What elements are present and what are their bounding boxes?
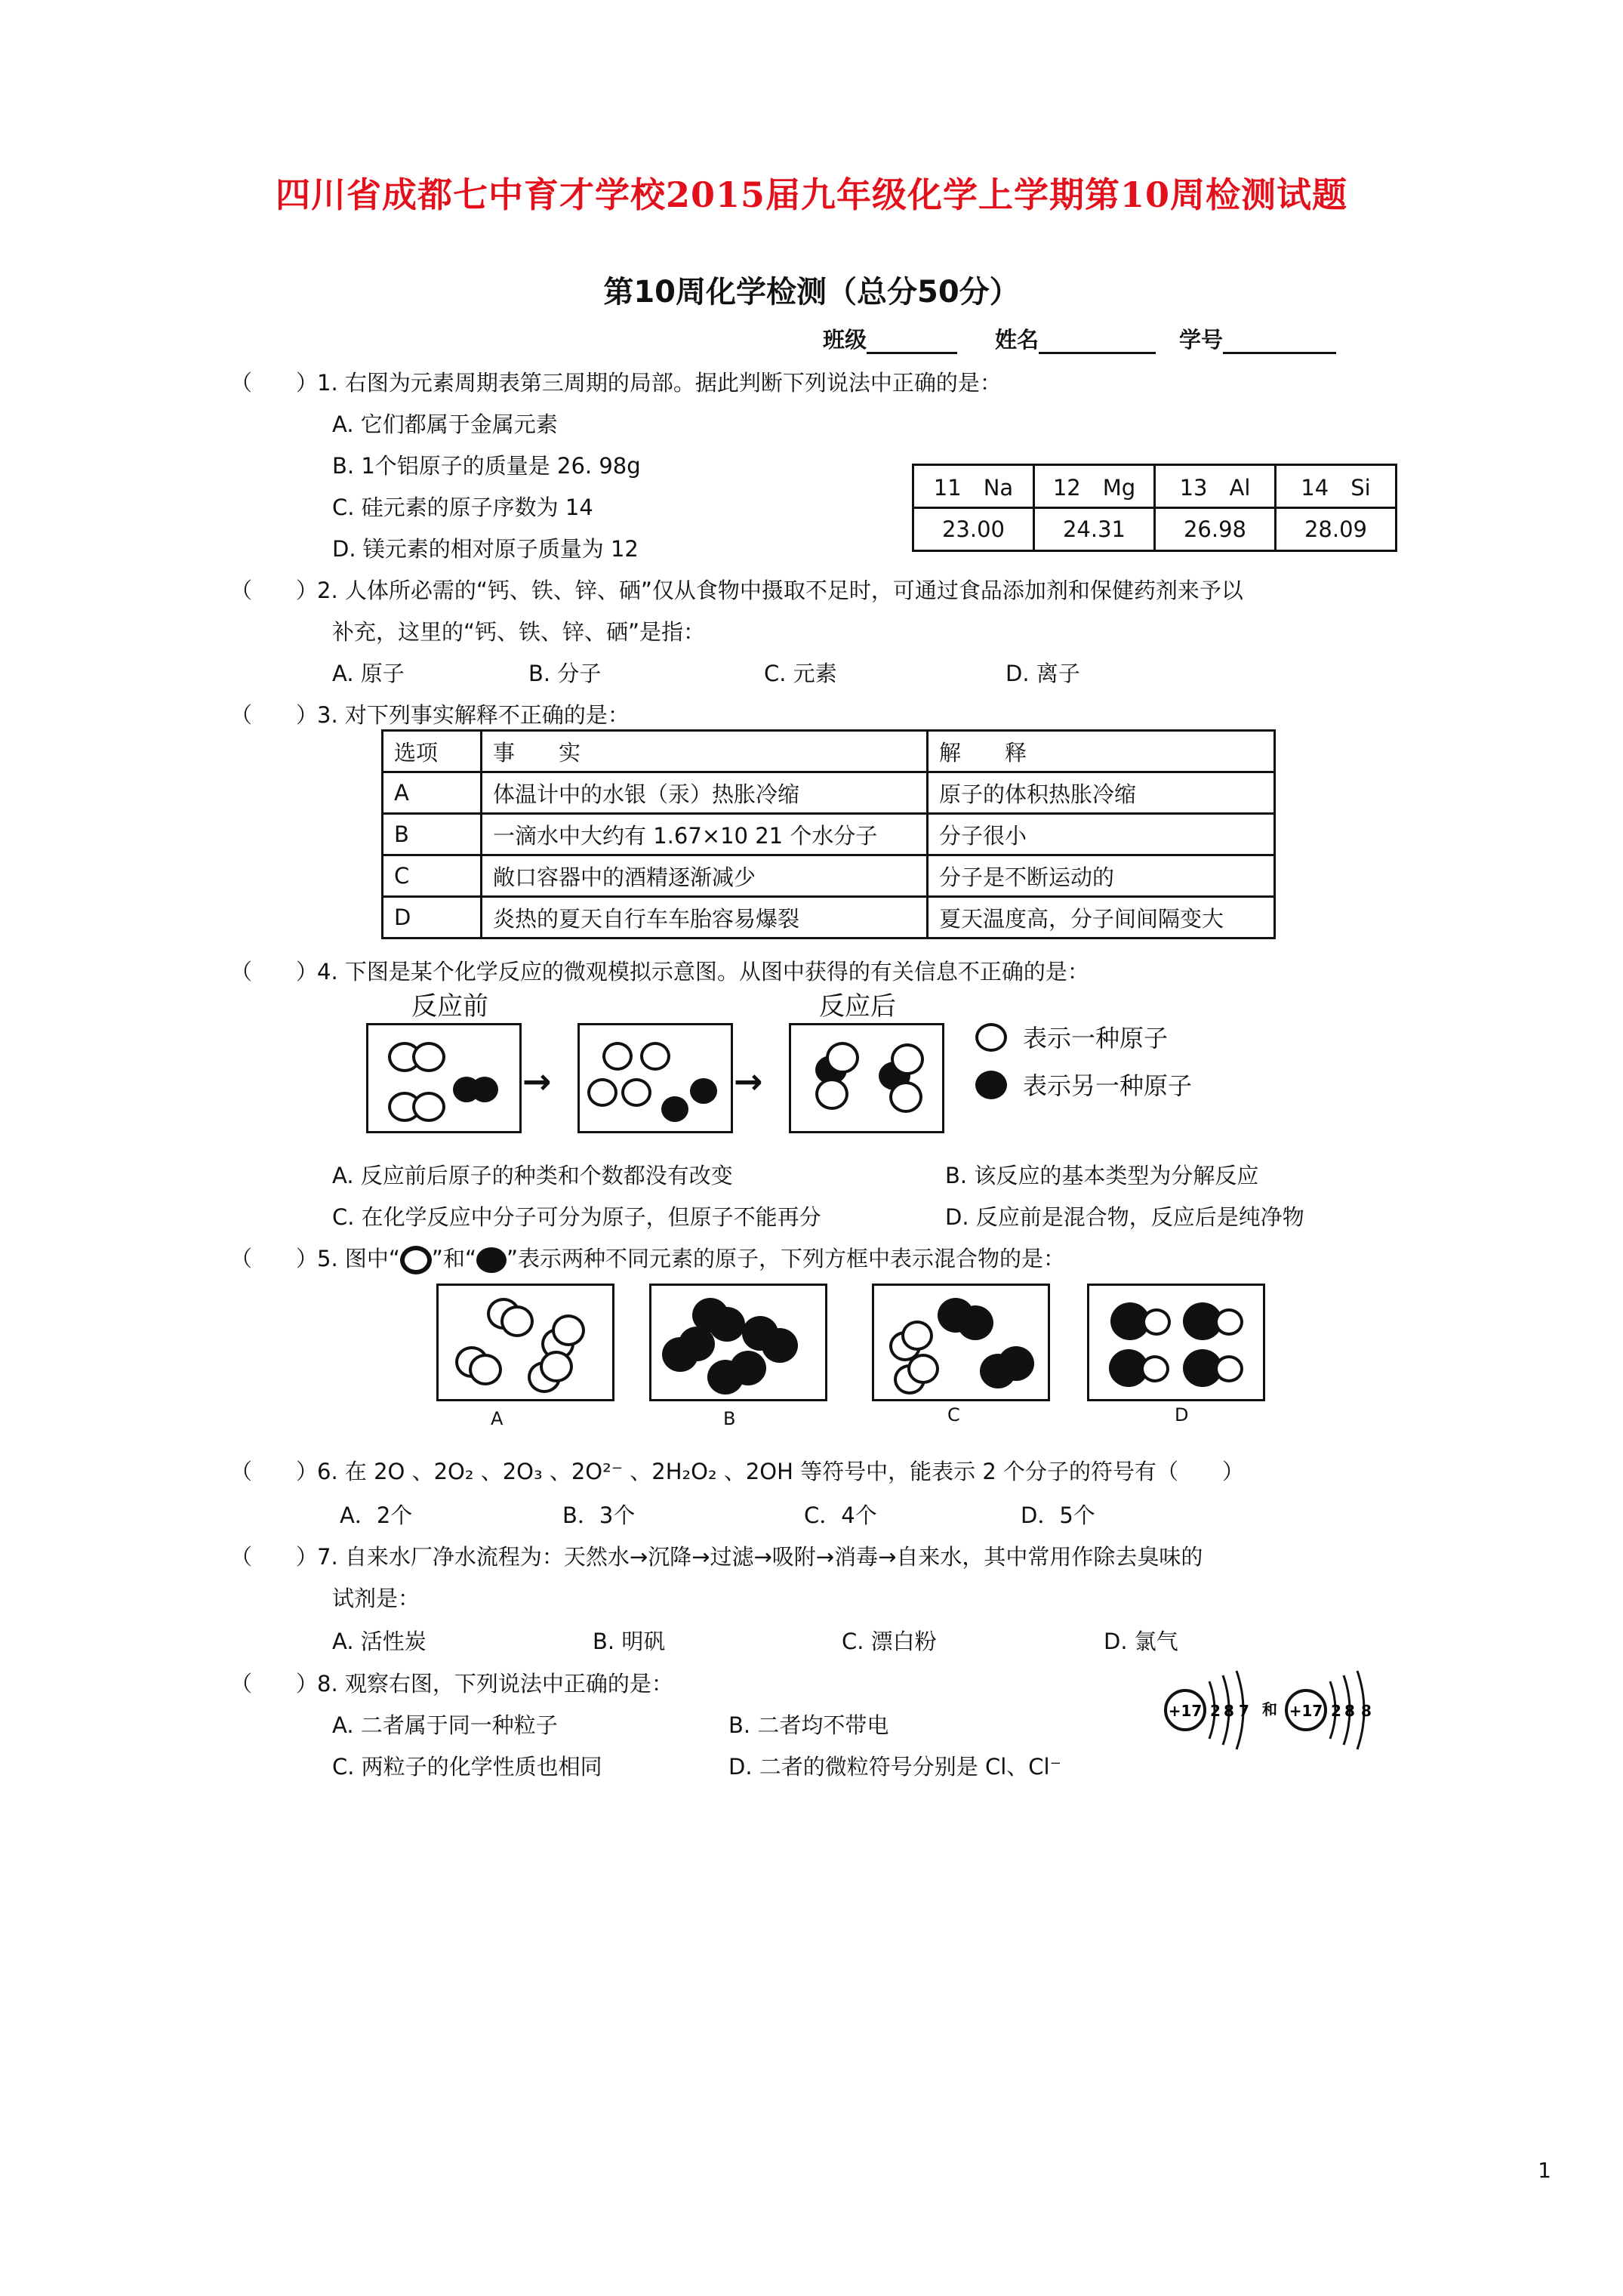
and-label: 和 — [1262, 1700, 1277, 1718]
element-cell-al: 13 Al — [1155, 465, 1276, 508]
before-label: 反应前 — [411, 991, 488, 1022]
exam-subtitle: 第10周化学检测（总分50分） — [603, 275, 1020, 310]
q6-stem: 6. 在 2O 、2O₂ 、2O₃ 、2O²⁻ 、2H₂O₂ 、2OH 等符号中，能表示 2 个分子的符号有（ ） — [317, 1459, 1245, 1484]
periodic-table-fragment — [912, 464, 1397, 552]
arrow-icon: → — [734, 1061, 763, 1102]
class-label: 班级 — [823, 327, 867, 353]
svg-text:8: 8 — [1361, 1702, 1372, 1720]
element-cell-si: 14 Si — [1276, 465, 1397, 508]
q4-option-a: A. 反应前后原子的种类和个数都没有改变 — [332, 1163, 733, 1188]
mass-cell-mg: 24.31 — [1034, 508, 1155, 551]
answer-blank-8[interactable]: （ ） — [230, 1671, 319, 1697]
page-number: 1 — [1538, 2158, 1551, 2183]
facts-table-row: A 体温计中的水银（汞）热胀冷缩 原子的体积热胀冷缩 — [383, 772, 1275, 814]
answer-blank-2[interactable]: （ ） — [230, 578, 319, 603]
q8-option-d: D. 二者的微粒符号分别是 Cl、Cl⁻ — [728, 1754, 1061, 1780]
svg-text:7: 7 — [1239, 1702, 1249, 1720]
element-cell-mg: 12 Mg — [1034, 465, 1155, 508]
box-label-b: B — [723, 1408, 736, 1429]
svg-text:8: 8 — [1224, 1702, 1234, 1720]
facts-table-row: C 敞口容器中的酒精逐渐减少 分子是不断运动的 — [383, 855, 1275, 897]
q6-option-d: D．5个 — [1021, 1502, 1095, 1528]
q8-option-b: B. 二者均不带电 — [728, 1712, 889, 1738]
white-atom-icon — [975, 1023, 1007, 1052]
element-cell-na: 11 Na — [913, 465, 1034, 508]
answer-blank-7[interactable]: （ ） — [230, 1544, 319, 1570]
q3-stem: 3. 对下列事实解释不正确的是： — [317, 702, 630, 728]
svg-text:8: 8 — [1344, 1702, 1355, 1720]
q6-option-b: B．3个 — [562, 1502, 636, 1528]
number-label: 学号 — [1179, 327, 1224, 353]
facts-table — [381, 729, 1276, 939]
box-label-d: D — [1175, 1404, 1189, 1425]
q7-option-c: C. 漂白粉 — [842, 1629, 937, 1654]
q2-option-c: C. 元素 — [764, 661, 837, 686]
answer-blank-1[interactable]: （ ） — [230, 370, 319, 396]
answer-blank-4[interactable]: （ ） — [230, 959, 319, 985]
q1-option-b: B. 1个铝原子的质量是 26. 98g — [332, 453, 641, 479]
reaction-before-box — [366, 1023, 522, 1133]
svg-text:2: 2 — [1331, 1702, 1341, 1720]
option-box-d — [1087, 1284, 1265, 1401]
mass-cell-al: 26.98 — [1155, 508, 1276, 551]
q8-option-a: A. 二者属于同一种粒子 — [332, 1712, 558, 1738]
black-atom-icon — [476, 1247, 507, 1273]
q1-option-d: D. 镁元素的相对原子质量为 12 — [332, 536, 639, 562]
option-box-b — [649, 1284, 827, 1401]
document-title: 四川省成都七中育才学校2015届九年级化学上学期第10周检测试题 — [275, 174, 1348, 215]
q2-option-d: D. 离子 — [1006, 661, 1080, 686]
class-field[interactable] — [823, 323, 957, 354]
q7-option-b: B. 明矾 — [593, 1629, 666, 1654]
q1-stem: 1. 右图为元素周期表第三周期的局部。据此判断下列说法中正确的是： — [317, 370, 1002, 396]
answer-blank-6[interactable]: （ ） — [230, 1459, 319, 1484]
option-box-a — [436, 1284, 614, 1401]
name-field[interactable] — [995, 323, 1156, 354]
q2-stem-line2: 补充，这里的“钙、铁、锌、硒”是指： — [332, 619, 706, 645]
facts-table-header: 选项 事 实 解 释 — [383, 731, 1275, 772]
q2-option-b: B. 分子 — [528, 661, 602, 686]
svg-text:2: 2 — [1210, 1702, 1221, 1720]
answer-blank-3[interactable]: （ ） — [230, 702, 319, 728]
q7-stem-line1: 7. 自来水厂净水流程为：天然水→沉降→过滤→吸附→消毒→自来水，其中常用作除去臭味的 — [317, 1544, 1203, 1570]
name-label: 姓名 — [995, 327, 1039, 353]
legend-white-label: 表示一种原子 — [1023, 1024, 1169, 1052]
answer-blank-5[interactable]: （ ） — [230, 1246, 319, 1271]
number-field[interactable] — [1179, 323, 1336, 354]
mass-cell-si: 28.09 — [1276, 508, 1397, 551]
box-label-a: A — [491, 1408, 504, 1429]
q6-option-c: C．4个 — [804, 1502, 877, 1528]
q7-stem-line2: 试剂是： — [332, 1586, 420, 1611]
reaction-after-box — [789, 1023, 944, 1133]
q8-stem: 8. 观察右图，下列说法中正确的是： — [317, 1671, 673, 1697]
arrow-icon: → — [522, 1061, 552, 1102]
atom-structure-2 — [1286, 1671, 1372, 1749]
facts-table-row: D 炎热的夏天自行车车胎容易爆裂 夏天温度高，分子间间隔变大 — [383, 897, 1275, 938]
q6-option-a: A．2个 — [340, 1502, 413, 1528]
q2-option-a: A. 原子 — [332, 661, 405, 686]
q8-option-c: C. 两粒子的化学性质也相同 — [332, 1754, 602, 1780]
q4-option-d: D. 反应前是混合物，反应后是纯净物 — [945, 1204, 1304, 1230]
nucleus-label-1: +17 — [1168, 1702, 1203, 1720]
q7-option-a: A. 活性炭 — [332, 1629, 427, 1654]
legend-black-label: 表示另一种原子 — [1023, 1071, 1193, 1100]
q4-stem: 4. 下图是某个化学反应的微观模拟示意图。从图中获得的有关信息不正确的是： — [317, 959, 1089, 985]
q2-stem-line1: 2. 人体所必需的“钙、铁、锌、硒”仅从食物中摄取不足时，可通过食品添加剂和保健药剂来予以 — [317, 578, 1243, 603]
q5-stem: 5. 图中“ ”和“ ”表示两种不同元素的原子，下列方框中表示混合物的是： — [317, 1242, 1065, 1274]
reaction-middle-box — [577, 1023, 733, 1133]
q7-option-d: D. 氯气 — [1104, 1629, 1178, 1654]
q4-option-c: C. 在化学反应中分子可分为原子，但原子不能再分 — [332, 1204, 821, 1230]
atom-structure-diagram — [1155, 1665, 1404, 1755]
q1-option-a: A. 它们都属于金属元素 — [332, 411, 558, 437]
mass-cell-na: 23.00 — [913, 508, 1034, 551]
box-label-c: C — [947, 1404, 960, 1425]
q1-option-c: C. 硅元素的原子序数为 14 — [332, 495, 593, 520]
option-box-c — [872, 1284, 1050, 1401]
white-atom-icon — [400, 1246, 432, 1274]
nucleus-label-2: +17 — [1289, 1702, 1323, 1720]
facts-table-row: B 一滴水中大约有 1.67×10 21 个水分子 分子很小 — [383, 814, 1275, 855]
after-label: 反应后 — [819, 991, 896, 1022]
black-atom-icon — [975, 1071, 1007, 1099]
q4-option-b: B. 该反应的基本类型为分解反应 — [945, 1163, 1259, 1188]
atom-structure-1 — [1166, 1671, 1249, 1749]
